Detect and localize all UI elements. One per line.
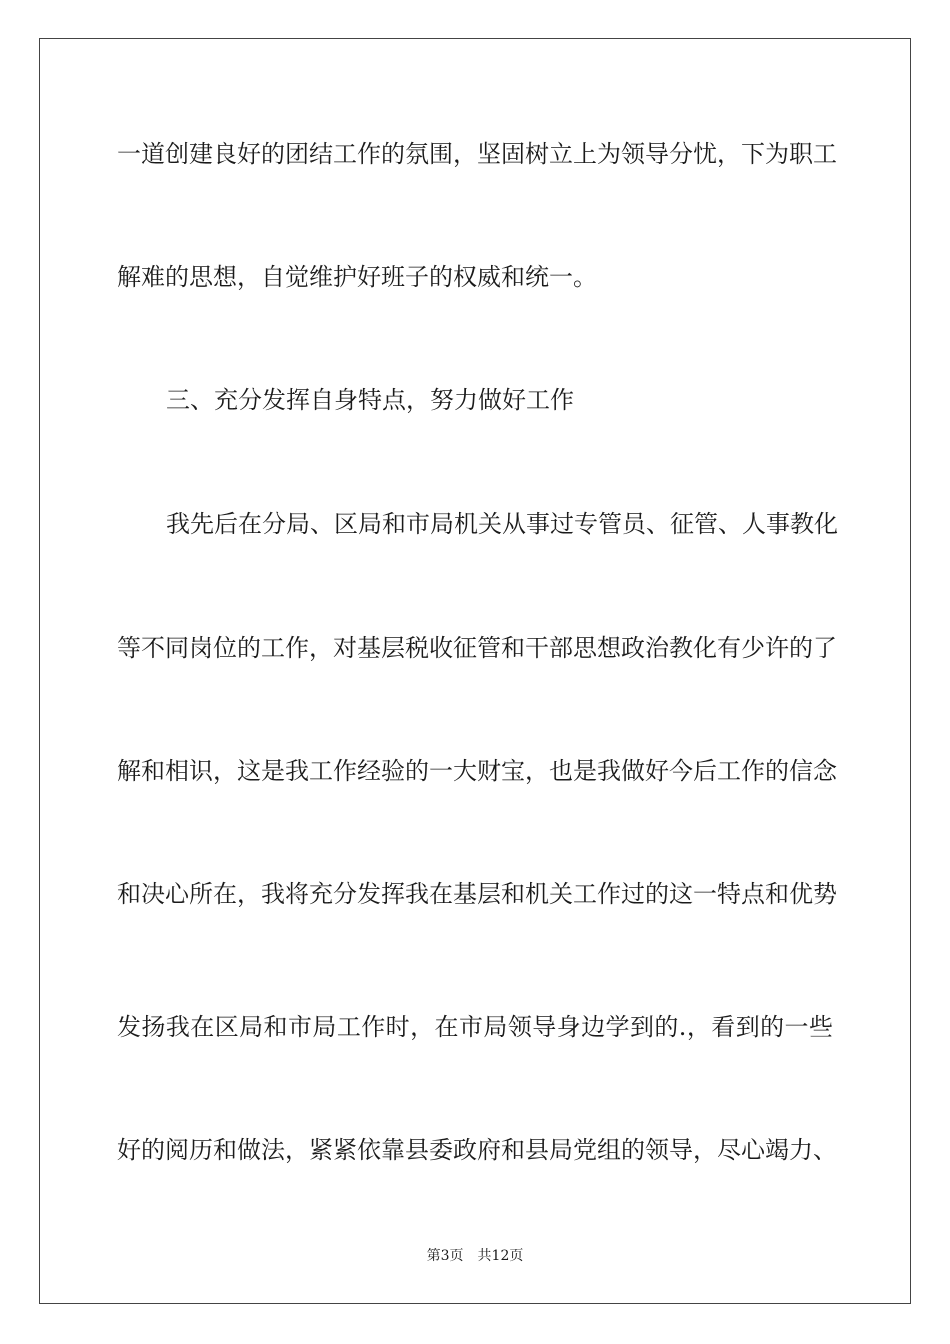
body-line-1: 一道创建良好的团结工作的氛围，坚固树立上为领导分忧，下为职工	[117, 140, 837, 168]
body-line-4: 等不同岗位的工作，对基层税收征管和干部思想政治教化有少许的了	[117, 634, 837, 662]
body-line-8: 好的阅历和做法，紧紧依靠县委政府和县局党组的领导，尽心竭力、	[117, 1136, 837, 1164]
section-heading: 三、充分发挥自身特点，努力做好工作	[166, 386, 574, 414]
body-line-3: 我先后在分局、区局和市局机关从事过专管员、征管、人事教化	[166, 510, 838, 538]
page-number: 第3页	[426, 1248, 464, 1264]
body-line-5: 解和相识，这是我工作经验的一大财宝，也是我做好今后工作的信念	[117, 757, 837, 785]
body-line-7: 发扬我在区局和市局工作时，在市局领导身边学到的.，看到的一些	[117, 1013, 833, 1041]
body-line-2: 解难的思想，自觉维护好班子的权威和统一。	[117, 263, 597, 291]
body-line-6: 和决心所在，我将充分发挥我在基层和机关工作过的这一特点和优势	[117, 880, 837, 908]
page-footer	[0, 1247, 950, 1265]
page-total: 共12页	[477, 1248, 524, 1264]
page-border	[39, 38, 911, 1304]
